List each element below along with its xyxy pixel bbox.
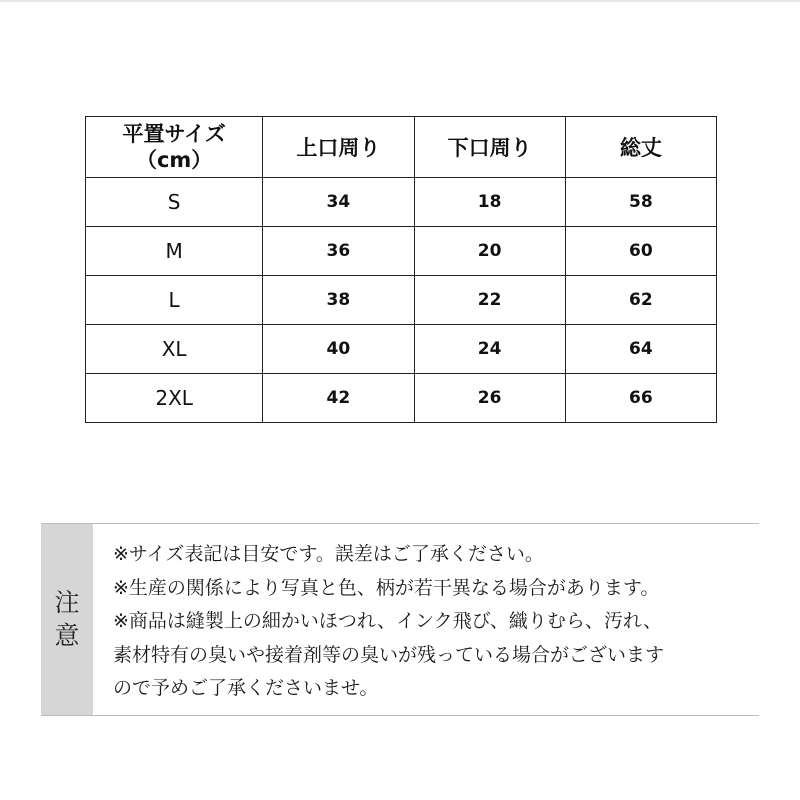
top-opening-cell: 38	[263, 276, 414, 325]
table-header-row	[86, 117, 717, 178]
header-size-label: 平置サイズ	[122, 121, 226, 146]
header-total-length: 総丈	[565, 117, 716, 178]
notice-label-char: 注	[54, 588, 80, 617]
top-opening-cell: 36	[263, 227, 414, 276]
top-divider	[0, 0, 800, 2]
total-length-cell: 62	[565, 276, 716, 325]
notice-line: ※サイズ表記は目安です。誤差はご了承ください。	[113, 543, 544, 565]
total-length-cell: 60	[565, 227, 716, 276]
table-row	[86, 374, 717, 423]
notice-line: 素材特有の臭いや接着剤等の臭いが残っている場合がございます	[113, 643, 665, 666]
header-unit-label: （cm）	[135, 148, 213, 172]
bottom-opening-cell: 20	[414, 227, 565, 276]
notice-label	[41, 524, 93, 715]
top-opening-cell: 40	[263, 325, 414, 374]
size-cell: 2XL	[86, 374, 263, 423]
notice-line: ※商品は縫製上の細かいほつれ、インク飛び、織りむら、汚れ、	[113, 610, 663, 632]
bottom-opening-cell: 18	[414, 178, 565, 227]
total-length-cell: 66	[565, 374, 716, 423]
size-cell: L	[86, 276, 263, 325]
header-top-opening: 上口周り	[263, 117, 414, 178]
top-opening-cell: 42	[263, 374, 414, 423]
total-length-cell: 58	[565, 178, 716, 227]
table-row	[86, 227, 717, 276]
total-length-cell: 64	[565, 325, 716, 374]
table-row	[86, 325, 717, 374]
size-chart-table	[85, 116, 717, 423]
header-bottom-opening: 下口周り	[414, 117, 565, 178]
notice-line: ※生産の関係により写真と色、柄が若干異なる場合があります。	[113, 576, 660, 599]
size-cell: XL	[86, 325, 263, 374]
notice-label-char: 意	[54, 620, 80, 650]
notice-box	[41, 523, 759, 716]
notice-line: ので予めご了承くださいませ。	[113, 677, 379, 699]
table-row	[86, 276, 717, 325]
bottom-opening-cell: 26	[414, 374, 565, 423]
table-row	[86, 178, 717, 227]
bottom-opening-cell: 22	[414, 276, 565, 325]
top-opening-cell: 34	[263, 178, 414, 227]
size-cell: S	[86, 178, 263, 227]
size-cell: M	[86, 227, 263, 276]
bottom-opening-cell: 24	[414, 325, 565, 374]
header-size-unit	[86, 117, 263, 178]
notice-text	[93, 524, 759, 715]
